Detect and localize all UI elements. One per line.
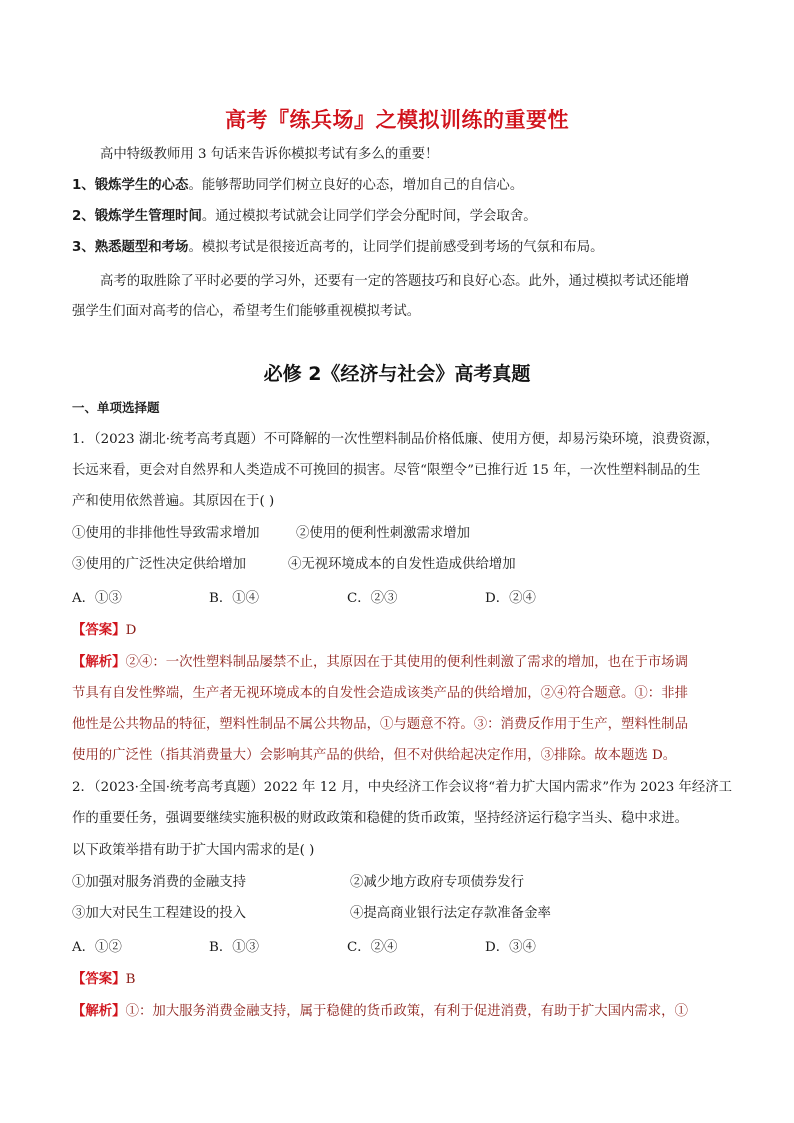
q2-choice-b: B．①③: [209, 940, 260, 955]
q2-stem-line-2: 作的重要任务，强调要继续实施积极的财政政策和稳健的货币政策，坚持经济运行稳字当头、稳中求进。: [72, 811, 688, 826]
q1-answer: [72, 622, 726, 640]
point-num: 2、: [72, 209, 95, 224]
q1-choice-b: B．①④: [209, 591, 260, 606]
point-num: 3、: [72, 240, 95, 255]
q1-statement-4: ④无视环境成本的自发性造成供给增加: [288, 557, 516, 572]
q1-statement-2: ②使用的便利性刺激需求增加: [296, 526, 471, 541]
q2-choice-c: C．②④: [347, 940, 398, 955]
q1-analysis-line-1: [72, 654, 726, 672]
analysis-label: 【解析】: [72, 655, 126, 670]
question-type-heading: 一、单项选择题: [72, 400, 160, 415]
answer-label: 【答案】: [72, 623, 126, 638]
intro-closing-line-1: 高考的取胜除了平时必要的学习外，还要有一定的答题技巧和良好心态。此外，通过模拟考试还能增: [100, 274, 690, 289]
intro-point-3: [72, 239, 726, 257]
section-title: 必修 2《经济与社会》高考真题: [263, 363, 531, 385]
point-text: 。模拟考试是很接近高考的，让同学们提前感受到考场的气氛和布局。: [188, 240, 604, 255]
q2-stem-line-1: 2．（2023·全国·统考高考真题）2022 年 12 月，中央经济工作会议将“着力扩大国内需求”作为 2023 年经济工: [72, 780, 733, 795]
intro-closing-line-2: 强学生们面对高考的信心，希望考生们能够重视模拟考试。: [72, 304, 421, 319]
q1-stem-line-1: 1．（2023 湖北·统考高考真题）不可降解的一次性塑料制品价格低廉、使用方便，却易污染环境，浪费资源，: [72, 432, 719, 447]
answer-value: D: [125, 623, 137, 638]
q2-answer: [72, 971, 726, 989]
page-title: 高考『练兵场』之模拟训练的重要性: [225, 108, 569, 132]
q1-choice-d: D．②④: [485, 591, 536, 606]
q1-analysis-line-3: 他性是公共物品的特征，塑料性制品不属公共物品，①与题意不符。③：消费反作用于生产，塑料性制品: [72, 717, 688, 732]
point-head: 锻炼学生的心态: [94, 178, 189, 193]
analysis-text: ②④：一次性塑料制品屡禁不止，其原因在于其使用的便利性刺激了需求的增加，也在于市场调: [125, 655, 688, 670]
q1-statement-1: ①使用的非排他性导致需求增加: [72, 526, 260, 541]
q1-choice-a: A．①③: [72, 591, 122, 606]
point-text: 。能够帮助同学们树立良好的心态，增加自己的自信心。: [188, 178, 524, 193]
answer-value: B: [125, 972, 136, 987]
q2-choice-d: D．③④: [485, 940, 536, 955]
point-head: 熟悉题型和考场: [94, 240, 189, 255]
q2-statement-4: ④提高商业银行法定存款准备金率: [350, 906, 551, 921]
answer-label: 【答案】: [72, 972, 126, 987]
q2-statement-1: ①加强对服务消费的金融支持: [72, 875, 247, 890]
q1-analysis-line-4: 使用的广泛性（指其消费量大）会影响其产品的供给，但不对供给起决定作用，③排除。故本题选 D。: [72, 748, 677, 763]
q1-stem-line-3: 产和使用依然普遍。其原因在于( ): [72, 494, 275, 509]
analysis-text: ①：加大服务消费金融支持，属于稳健的货币政策，有利于促进消费，有助于扩大国内需求，①: [125, 1004, 688, 1019]
q2-choice-a: A．①②: [72, 940, 122, 955]
intro-point-1: [72, 177, 726, 195]
q1-statement-3: ③使用的广泛性决定供给增加: [72, 557, 247, 572]
point-head: 锻炼学生管理时间: [94, 209, 202, 224]
q1-stem-line-2: 长远来看，更会对自然界和人类造成不可挽回的损害。尽管“限塑令”已推行近 15 年，一次性塑料制品的生: [72, 463, 701, 478]
q2-statement-3: ③加大对民生工程建设的投入: [72, 906, 247, 921]
q1-choice-c: C．②③: [347, 591, 398, 606]
intro-point-2: [72, 208, 726, 226]
point-num: 1、: [72, 178, 95, 193]
q2-analysis-line-1: [72, 1003, 726, 1021]
q1-analysis-line-2: 节具有自发性弊端，生产者无视环境成本的自发性会造成该类产品的供给增加，②④符合题意。①：非排: [72, 686, 688, 701]
analysis-label: 【解析】: [72, 1004, 126, 1019]
q2-stem-line-3: 以下政策举措有助于扩大国内需求的是( ): [72, 843, 315, 858]
q2-statement-2: ②减少地方政府专项债券发行: [350, 875, 525, 890]
point-text: 。通过模拟考试就会让同学们学会分配时间，学会取舍。: [201, 209, 537, 224]
intro-lead: 高中特级教师用 3 句话来告诉你模拟考试有多么的重要！: [100, 147, 439, 162]
